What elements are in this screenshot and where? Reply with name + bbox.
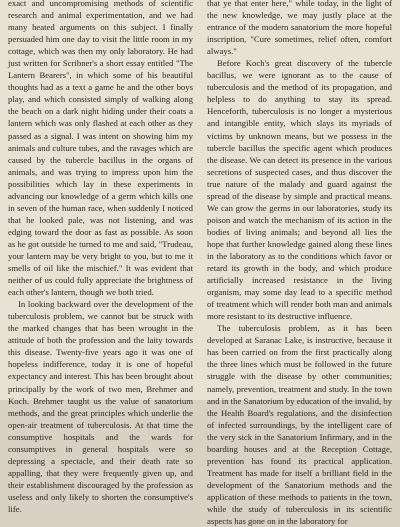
- right-paragraph-2: Before Koch's great discovery of the tubercle bacillus, we were ignorant as to the cause of tuberculosis and the method of its propagation, and helpless to do anything to stay its spread. Henceforth, tuberculosis is no longer a mysterious and intangible entity, which slays its myriads of victims by unknown means, but we possess in the tubercle bacillus the specific agent which produces the disease. We can detect its presence in the various secretions of suspected cases, and thus discover the true nature of the malady and guard against the spread of the disease by simple and practical means. We can grow the germs in our laboratories, study its poison and watch the mechanism of its action in the bodies of living animals; and beyond all lies the hope that further knowledge gained along these lines in the laboratory as to the conditions which favor or retard its growth in the body, and which produce artificially increased resistance in the living organism, may some day lead to a specific method of treatment which will render both man and animals more resistant to its destructive influence.: [207, 58, 392, 322]
- right-column: [207, 0, 392, 527]
- left-column: [8, 0, 193, 514]
- right-paragraph-3: The tuberculosis problem, as it has been developed at Saranac Lake, is instructive, because it has been carried on from the first practically along the three lines which must be followed in the future struggle with the disease by other communities; namely, prevention, treatment and study. In the town and in the Sanatorium by education of the invalid, by the Health Board's regulations, and the disinfection of infected surroundings, by the intelligent care of the very sick in the Sanatorium Infirmary, and in the boarding houses and at the Reception Cottage, prevention has found its practical application. Treatment has made for itself a brilliant field in the development of the Sanatorium methods and the application of these methods to patients in the town, while the study of tuberculosis in its scientific aspects has gone on in the laboratory for: [207, 323, 392, 527]
- left-paragraph-2: In looking backward over the development of the tuberculosis problem, we cannot but be struck with the marked changes that has been wrought in the attitude of both the profession and the laity towards this disease. Twenty-five years ago it was one of hopeless indifference, today it is one of hopeful expectancy and interest. This has been brought about principally by the work of two men, Brehmer and Koch. Brehmer taught us the value of sanatorium methods, and the great principles which underlie the open-air treatment of tuberculosis. At that time the consumptive hospitals and the wards for consumptives in general hospitals were so depressing a spectacle, and their death rate so appalling, that they were frequently given up, and their establishment discouraged by the profession as useless and only likely to shorten the consumptive's life.: [8, 299, 193, 514]
- right-paragraph-1: that ye that enter here," while today, in the light of the new knowledge, we may justly place at the entrance of the modern sanatorium the more hopeful inscription, "Cure sometimes, relief often, comfort always.": [207, 0, 392, 57]
- left-paragraph-1: exact and uncompromising methods of scientific research and animal experimentation, and we had many heated arguments on this subject. I finally persuaded him one day to visit the little room in my cottage, which was then my only laboratory. He had just written for Scribner's a short essay entitled "The Lantern Bearers", in which some of his beautiful thoughts had as a text a game he and the other boys play, and which consisted simply of walking along the beach on a dark night hiding under their coats a lantern which was only flashed at each other as they passed as a signal. I was intent on showing him my animals and culture tubes, and the ravages which are caused by the tubercle bacillus in the organs of animals, and was trying to impress upon him the possibilities which lay in these experiments in advancing our knowledge of a germ which kills one in seven of the human race, when suddenly I noticed that he looked pale, was not listening, and was edging toward the door as fast as possible. As soon as he got outside he turned to me and said, "Trudeau, your lantern may be very bright to you, but to me it smells of oil like the mischief." It was evident that neither of us could fully appreciate the brightness of each other's lantern, though we both tried.: [8, 0, 193, 298]
